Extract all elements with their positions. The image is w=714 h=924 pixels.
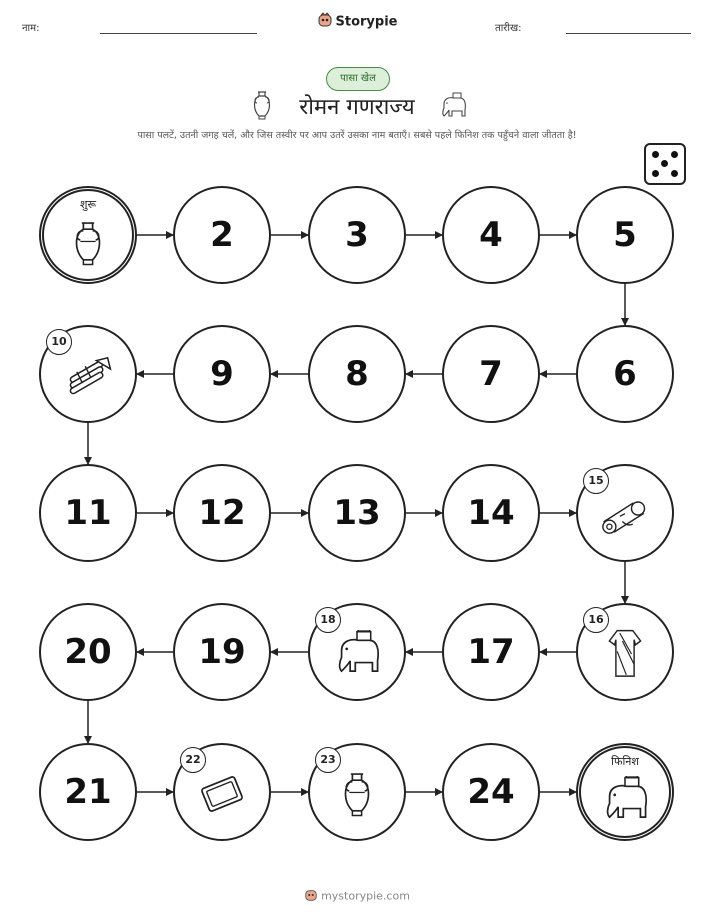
space-number: 24 xyxy=(467,772,515,812)
space-number: 4 xyxy=(479,215,503,255)
brand-name: Storypie xyxy=(335,14,398,30)
space-number: 5 xyxy=(613,215,637,255)
space-number: 19 xyxy=(198,632,246,672)
page-title: रोमन गणराज्य xyxy=(299,95,415,120)
space-number-badge: 18 xyxy=(315,607,341,633)
toga-icon xyxy=(605,628,645,684)
space-number: 8 xyxy=(345,354,369,394)
scroll-icon xyxy=(599,495,651,539)
wax-tablet-icon xyxy=(199,775,245,817)
footer xyxy=(0,888,714,905)
space-number: 3 xyxy=(345,215,369,255)
space-number: 2 xyxy=(210,215,234,255)
name-label: नाम: xyxy=(22,23,40,34)
game-type-badge: पासा खेल xyxy=(326,67,390,91)
space-number: 11 xyxy=(64,493,112,533)
space-number-badge: 15 xyxy=(583,468,609,494)
space-number: 14 xyxy=(467,493,515,533)
amphora-icon xyxy=(337,771,377,821)
fasces-icon xyxy=(60,354,116,402)
finish-label: फिनिश xyxy=(611,755,639,768)
space-number: 13 xyxy=(333,493,381,533)
space-number-badge: 16 xyxy=(583,607,609,633)
space-number: 17 xyxy=(467,632,515,672)
space-number: 21 xyxy=(64,772,112,812)
space-number-badge: 23 xyxy=(315,747,341,773)
space-number: 7 xyxy=(479,354,503,394)
amphora-icon xyxy=(68,220,108,270)
space-number: 20 xyxy=(64,632,112,672)
war-elephant-icon xyxy=(599,776,651,828)
space-number: 9 xyxy=(210,354,234,394)
footer-url[interactable]: mystorypie.com xyxy=(321,889,410,903)
storypie-logo-icon xyxy=(304,888,318,905)
space-number: 12 xyxy=(198,493,246,533)
date-label: तारीख: xyxy=(495,23,522,34)
war-elephant-icon xyxy=(331,630,383,682)
space-number-badge: 10 xyxy=(46,329,72,355)
instructions: पासा पलटें, उतनी जगह चलें, और जिस तस्वीर पर आप उतरें उसका नाम बताएँ। सबसे पहले फिनिश तक पहुँचने वाला जीतता है! xyxy=(137,130,577,141)
space-number-badge: 22 xyxy=(180,747,206,773)
start-label: शुरू xyxy=(79,198,97,211)
space-number: 6 xyxy=(613,354,637,394)
